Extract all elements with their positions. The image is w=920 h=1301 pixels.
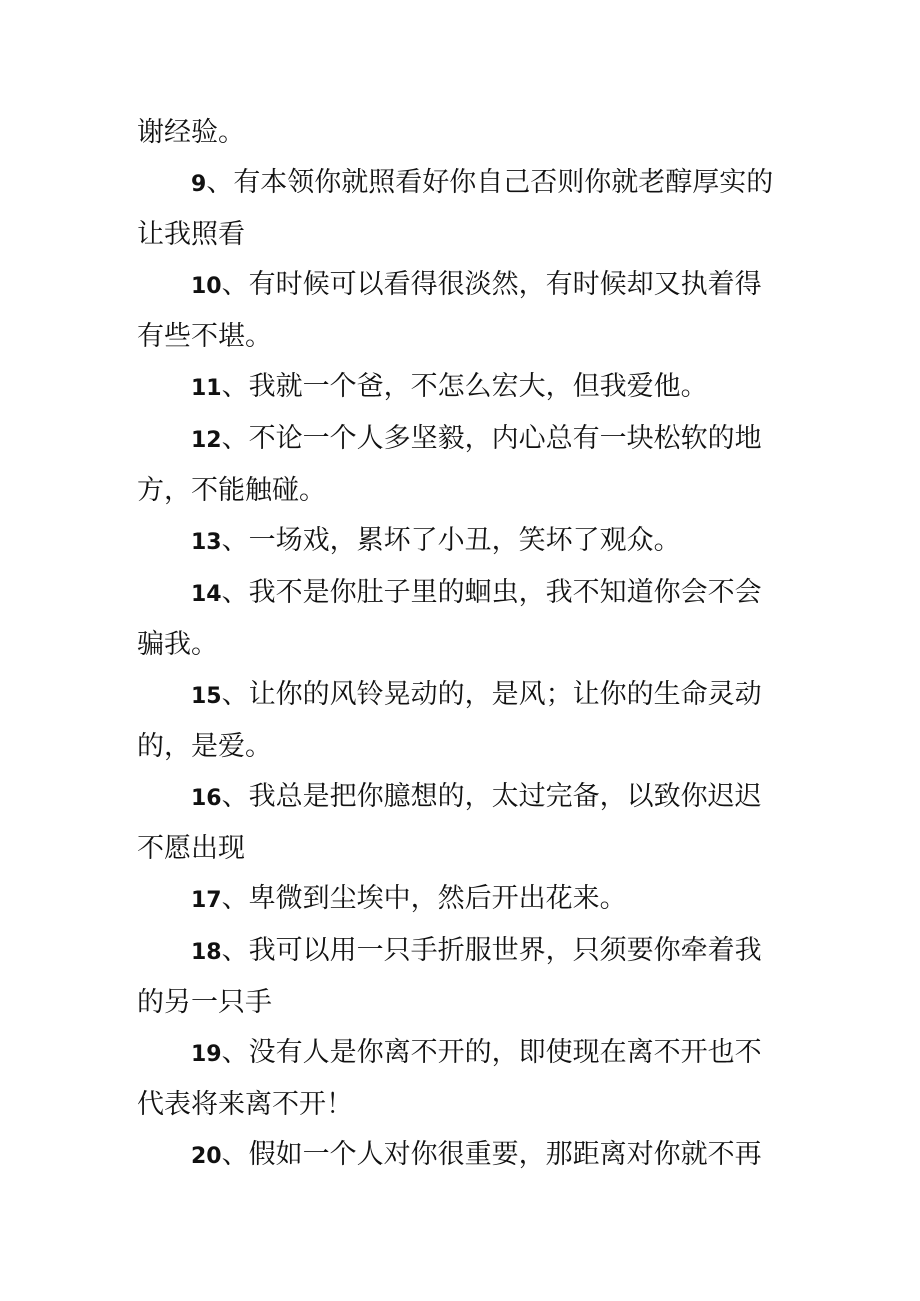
item-number: 13 bbox=[191, 530, 222, 555]
item-text: 一场戏，累坏了小丑，笑坏了观众。 bbox=[248, 525, 681, 556]
item-number: 15 bbox=[191, 684, 222, 709]
item-text: 没有人是你离不开的，即使现在离不开也不代表将来离不开！ bbox=[137, 1037, 762, 1120]
item-number: 20 bbox=[191, 1144, 222, 1169]
item-separator: 、 bbox=[221, 423, 249, 454]
item-text: 我就一个爸，不怎么宏大，但我爱他。 bbox=[248, 371, 708, 402]
quote-item bbox=[137, 516, 787, 568]
document-body bbox=[137, 108, 787, 1182]
item-number: 17 bbox=[191, 888, 222, 913]
item-number: 19 bbox=[191, 1042, 222, 1067]
item-number: 14 bbox=[191, 582, 222, 607]
quote-item bbox=[137, 362, 787, 414]
item-text: 有本领你就照看好你自己否则你就老醇厚实的让我照看 bbox=[137, 167, 774, 250]
quote-item bbox=[137, 260, 787, 362]
item-text: 我总是把你臆想的，太过完备，以致你迟迟不愿出现 bbox=[137, 781, 762, 864]
item-separator: 、 bbox=[221, 679, 249, 710]
item-separator: 、 bbox=[221, 1037, 249, 1068]
item-number: 18 bbox=[191, 940, 222, 965]
lead-in-paragraph: 谢经验。 bbox=[137, 117, 245, 148]
quote-item bbox=[137, 158, 787, 260]
item-number: 16 bbox=[191, 786, 222, 811]
item-text: 我可以用一只手折服世界，只须要你牵着我的另一只手 bbox=[137, 935, 762, 1018]
item-text: 我不是你肚子里的蛔虫，我不知道你会不会骗我。 bbox=[137, 577, 762, 660]
item-separator: 、 bbox=[221, 525, 249, 556]
item-text: 卑微到尘埃中，然后开出花来。 bbox=[248, 883, 627, 914]
item-text: 假如一个人对你很重要，那距离对你就不再 bbox=[248, 1139, 762, 1170]
quote-item bbox=[137, 926, 787, 1028]
item-number: 12 bbox=[191, 428, 222, 453]
item-separator: 、 bbox=[206, 167, 234, 198]
quote-item bbox=[137, 414, 787, 516]
item-text: 不论一个人多坚毅，内心总有一块松软的地方，不能触碰。 bbox=[137, 423, 762, 506]
item-separator: 、 bbox=[221, 1139, 249, 1170]
quote-item bbox=[137, 670, 787, 772]
item-separator: 、 bbox=[221, 883, 249, 914]
item-separator: 、 bbox=[221, 371, 249, 402]
item-separator: 、 bbox=[221, 781, 249, 812]
item-separator: 、 bbox=[221, 577, 249, 608]
item-separator: 、 bbox=[221, 269, 249, 300]
quote-item bbox=[137, 1130, 787, 1182]
item-number: 10 bbox=[191, 274, 222, 299]
quote-item bbox=[137, 1028, 787, 1130]
item-text: 有时候可以看得很淡然，有时候却又执着得有些不堪。 bbox=[137, 269, 762, 352]
item-text: 让你的风铃晃动的，是风；让你的生命灵动的，是爱。 bbox=[137, 679, 762, 762]
quote-item bbox=[137, 568, 787, 670]
quote-item bbox=[137, 874, 787, 926]
item-number: 11 bbox=[191, 376, 222, 401]
quote-list bbox=[137, 158, 787, 1182]
item-number: 9 bbox=[191, 172, 207, 197]
quote-item bbox=[137, 772, 787, 874]
item-separator: 、 bbox=[221, 935, 249, 966]
